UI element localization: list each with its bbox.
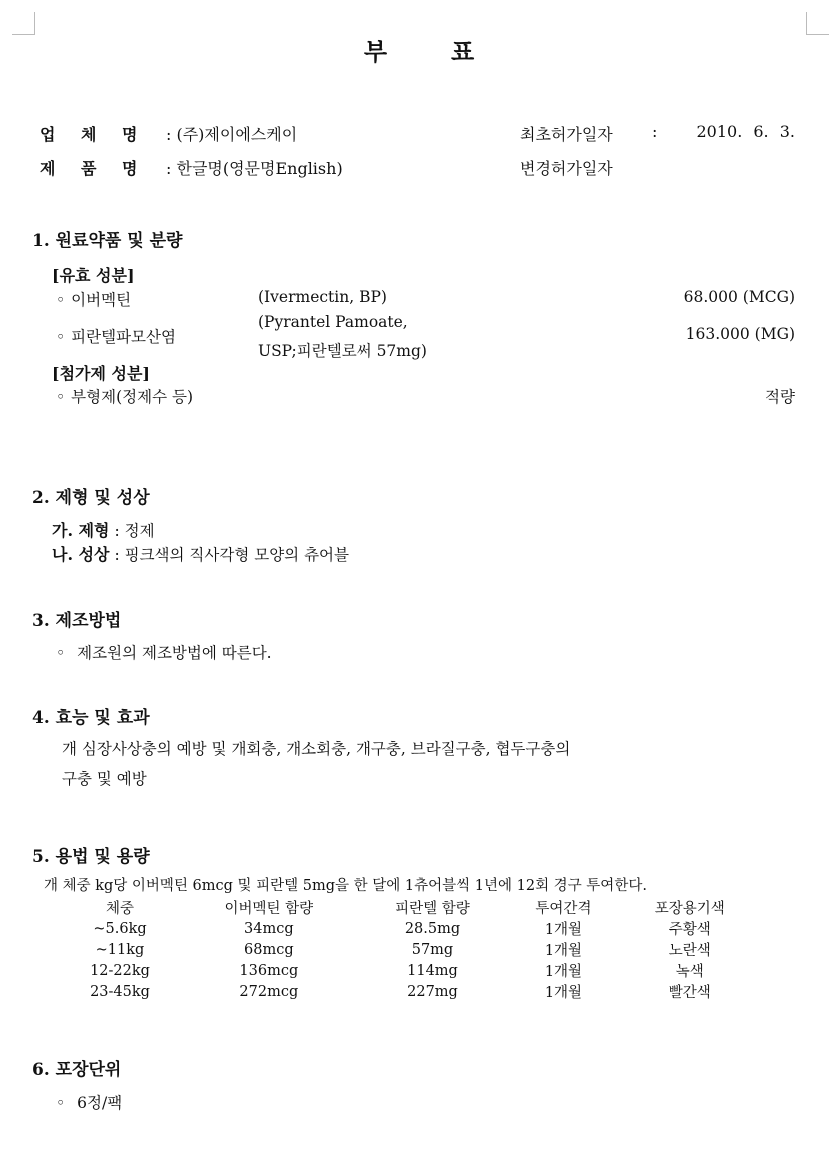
- dosage-form-label: 가. 제형: [52, 521, 110, 540]
- change-approval-label: 변경허가일자: [520, 159, 613, 178]
- section-4-heading: 4. 효능 및 효과: [32, 708, 150, 728]
- active-ingredient-detail: (Ivermectin, BP): [258, 288, 387, 306]
- column-header: 포장용기색: [654, 901, 725, 917]
- active-ingredient-detail: (Pyrantel Pamoate,: [258, 313, 408, 331]
- excipient-amount: 적량: [765, 388, 795, 406]
- table-cell: ~11kg: [95, 941, 145, 958]
- table-row: [60, 981, 760, 1002]
- table-cell: 34mcg: [244, 920, 294, 937]
- table-row: [60, 918, 760, 939]
- table-cell: 28.5mg: [404, 920, 461, 937]
- appearance-value: : 핑크색의 직사각형 모양의 츄어블: [114, 546, 350, 564]
- table-cell: 114mg: [407, 962, 458, 979]
- table-cell: 57mg: [411, 941, 454, 958]
- first-approval-label: 최초허가일자: [520, 125, 613, 144]
- package-unit-text: ◦ 6정/팩: [56, 1094, 123, 1112]
- appearance-row: [52, 542, 349, 565]
- active-ingredient-name: ◦ 이버멕틴: [56, 288, 131, 310]
- product-value: : 한글명(영문명English): [166, 159, 343, 178]
- title-char: 부: [363, 37, 389, 66]
- table-cell: 23-45kg: [90, 983, 150, 1000]
- dosage-intro: 개 체중 kg당 이버멕틴 6mcg 및 피란텔 5mg을 한 달에 1츄어블씩 1년에 12회 경구 투여한다.: [44, 878, 647, 894]
- active-ingredient-detail: USP;피란텔로써 57mg): [258, 342, 427, 360]
- section-5-heading: 5. 용법 및 용량: [32, 847, 150, 867]
- company-label: 업 체 명: [40, 125, 138, 144]
- table-cell: 1개월: [544, 922, 583, 938]
- table-cell: 136mcg: [239, 962, 299, 979]
- table-cell: ~5.6kg: [93, 920, 147, 937]
- section-6-heading: 6. 포장단위: [32, 1060, 122, 1080]
- section-1-heading: 1. 원료약품 및 분량: [32, 231, 183, 251]
- active-ingredient-amount: 163.000 (MG): [685, 325, 795, 343]
- table-cell: 227mg: [407, 983, 458, 1000]
- company-value: : (주)제이에스케이: [166, 125, 298, 144]
- table-row: [60, 960, 760, 981]
- column-header: 이버멕틴 함량: [224, 901, 314, 917]
- section-3-heading: 3. 제조방법: [32, 611, 122, 631]
- table-cell: 1개월: [544, 943, 583, 959]
- active-ingredient-amount: 68.000 (MCG): [683, 288, 795, 306]
- table-cell: 1개월: [544, 964, 583, 980]
- column-header: 체중: [105, 901, 134, 917]
- company-row: [40, 122, 297, 145]
- excipient-name: ◦ 부형제(정제수 등): [56, 385, 193, 407]
- active-ingredients-heading: [유효 성분]: [52, 266, 135, 285]
- table-cell: 12-22kg: [90, 962, 150, 979]
- table-row: [60, 939, 760, 960]
- dosage-table: [60, 897, 760, 1002]
- product-label: 제 품 명: [40, 159, 138, 178]
- title-char: 표: [451, 37, 477, 66]
- dosage-form-value: : 정제: [114, 522, 155, 540]
- table-cell: 빨간색: [668, 985, 711, 1001]
- first-approval-colon: :: [652, 122, 658, 141]
- table-cell: 68mcg: [244, 941, 294, 958]
- product-row: [40, 156, 343, 179]
- manufacturing-text: ◦ 제조원의 제조방법에 따른다.: [56, 644, 272, 662]
- table-cell: 272mcg: [239, 983, 299, 1000]
- efficacy-line: 구충 및 예방: [62, 770, 147, 788]
- table-header-row: [60, 897, 760, 918]
- first-approval-date: 2010. 6. 3.: [696, 122, 795, 141]
- section-2-heading: 2. 제형 및 성상: [32, 488, 150, 508]
- column-header: 피란텔 함량: [395, 901, 470, 917]
- excipients-heading: [첨가제 성분]: [52, 364, 150, 383]
- document-title: [0, 32, 840, 67]
- table-cell: 1개월: [544, 985, 583, 1001]
- dosage-form-row: [52, 518, 155, 541]
- table-cell: 노란색: [668, 943, 711, 959]
- active-ingredient-name: ◦ 피란텔파모산염: [56, 325, 176, 347]
- table-cell: 주황색: [668, 922, 711, 938]
- table-cell: 녹색: [675, 964, 704, 980]
- efficacy-line: 개 심장사상충의 예방 및 개회충, 개소회충, 개구충, 브라질구충, 협두구충의: [62, 740, 571, 758]
- column-header: 투여간격: [535, 901, 592, 917]
- appearance-label: 나. 성상: [52, 545, 110, 564]
